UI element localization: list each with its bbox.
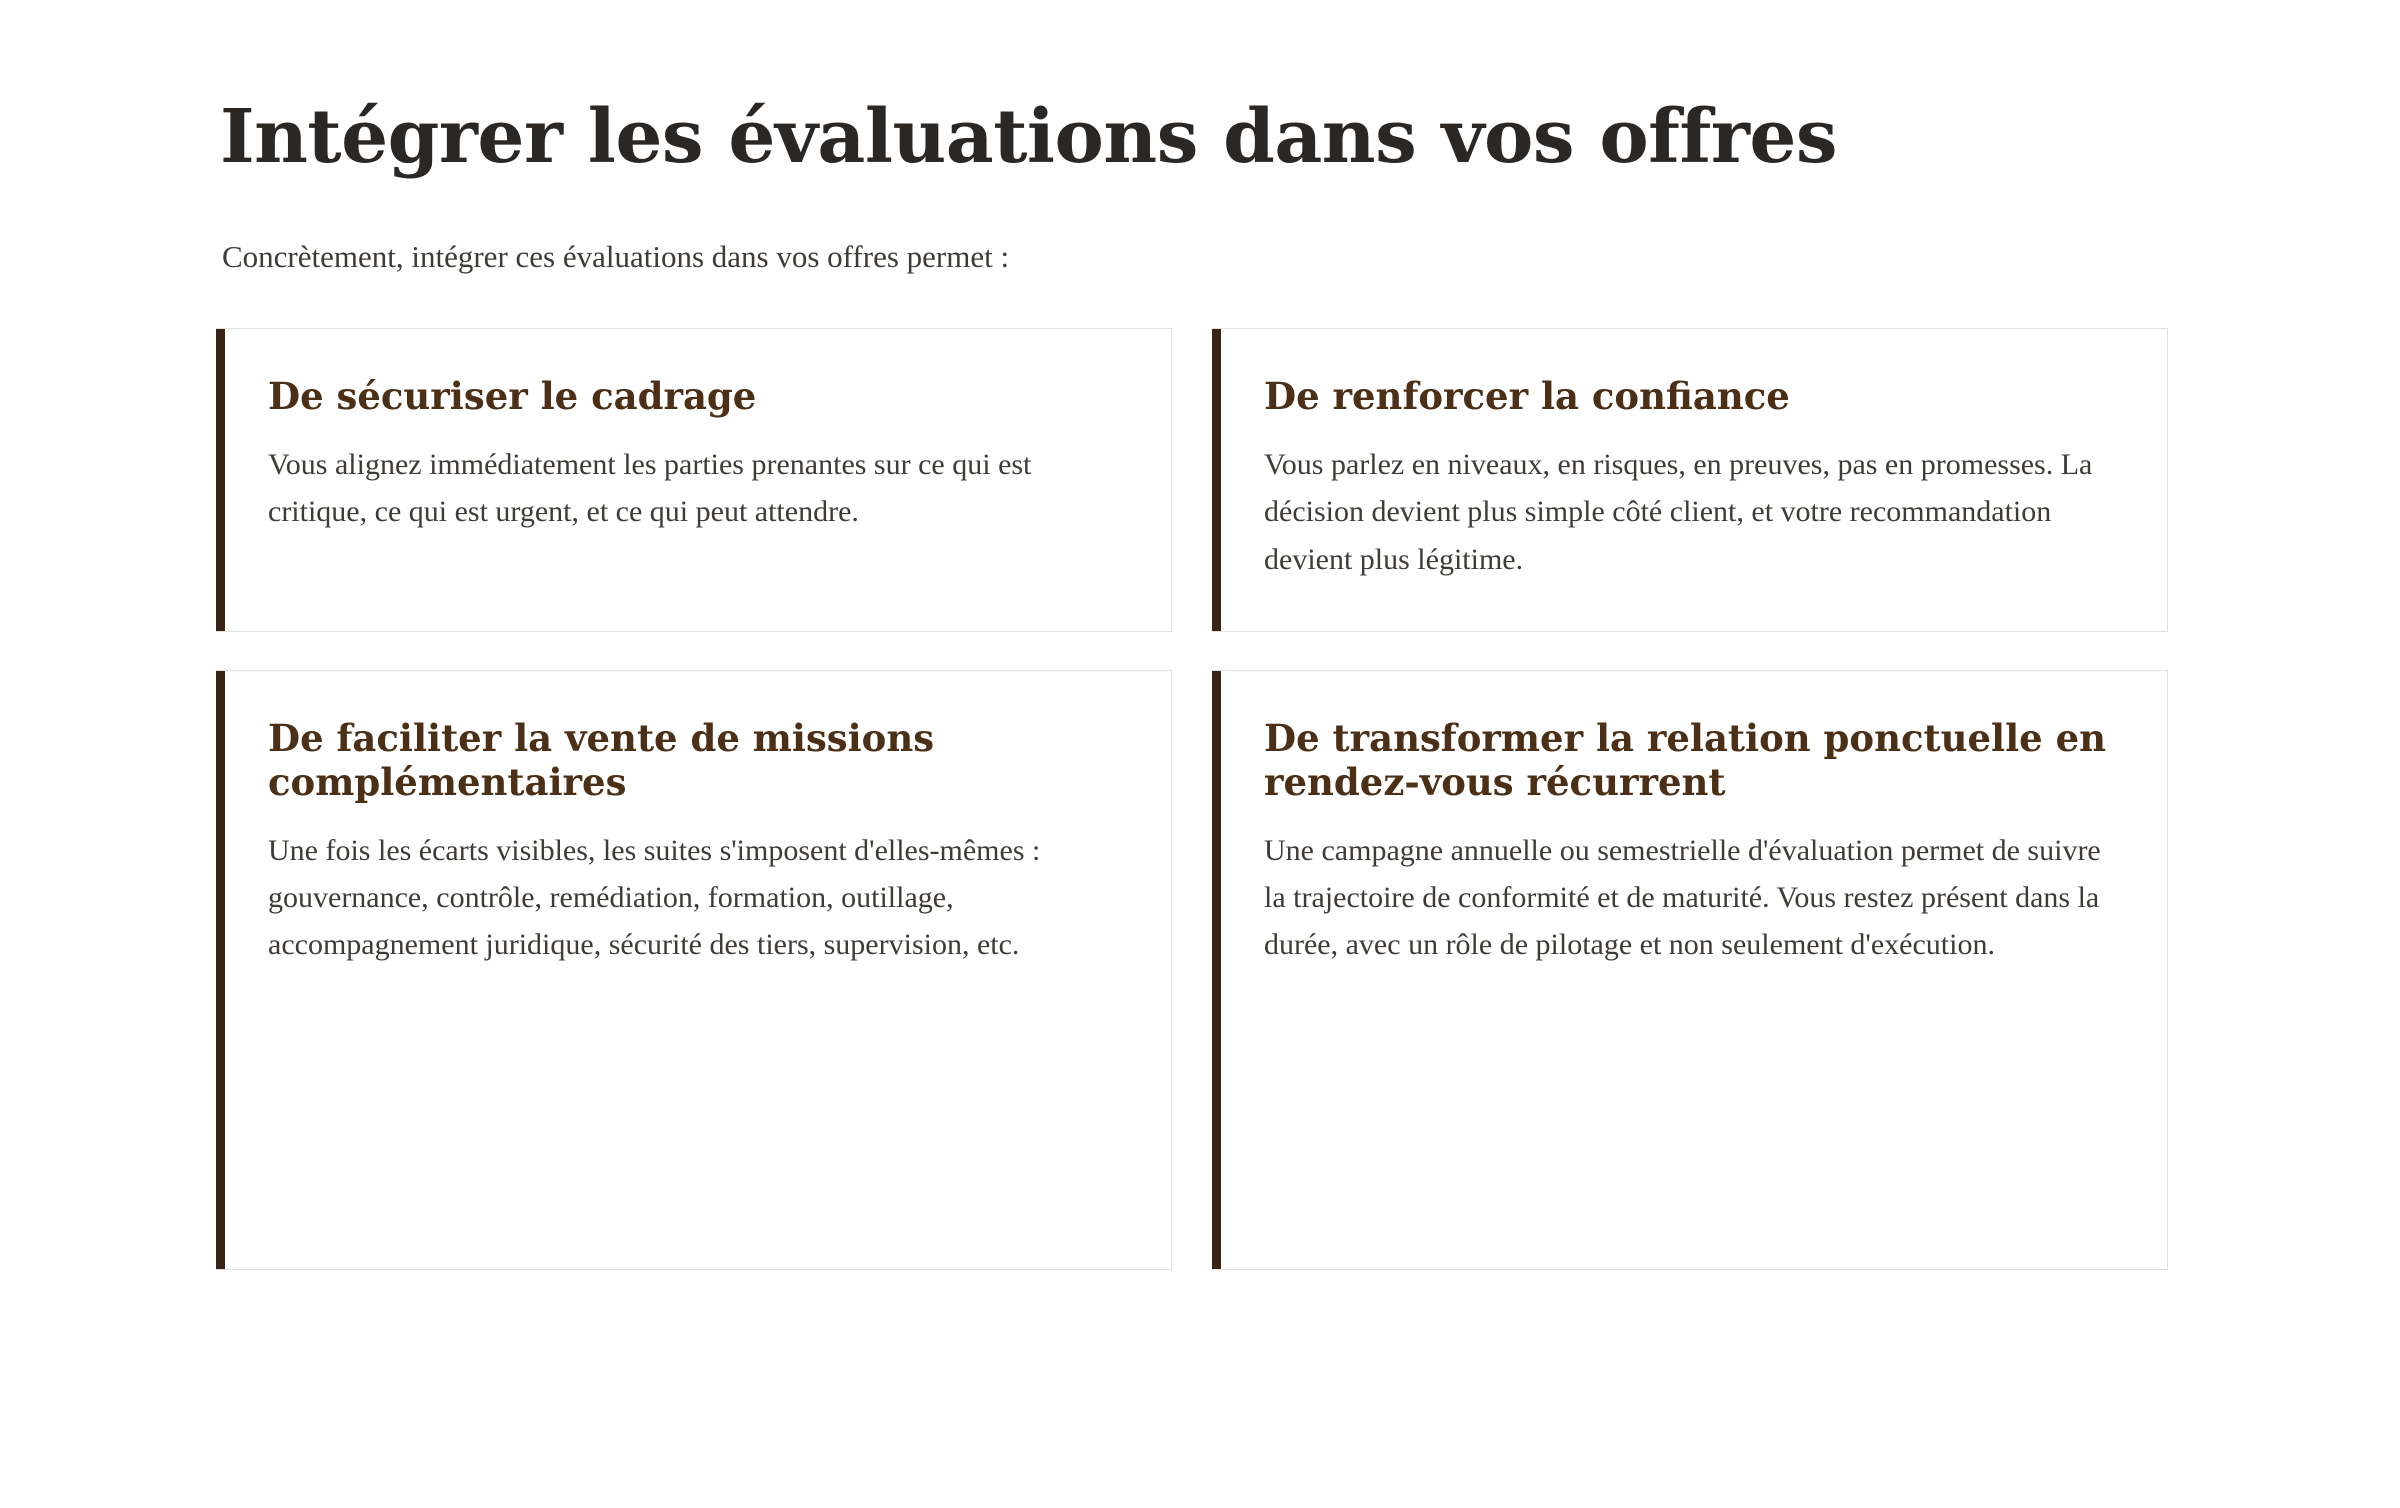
benefit-card [216,670,1172,1270]
benefit-card [216,328,1172,632]
benefit-card-body: Vous alignez immédiatement les parties prenantes sur ce qui est critique, ce qui est urgent, et ce qui peut attendre. [268,448,1032,529]
benefit-card-title: De renforcer la confiance [1264,374,1790,419]
benefit-card-body: Une fois les écarts visibles, les suites s'imposent d'elles-mêmes : gouvernance, contrôle, remédiation, formation, outillage, accompagnement juridique, sécurité des tiers, supervision, etc. [268,833,1041,962]
intro-paragraph: Concrètement, intégrer ces évaluations dans vos offres permet : [222,238,1010,274]
benefit-card [1212,328,2168,632]
page-title: Intégrer les évaluations dans vos offres [220,94,1838,180]
benefit-card-title: De transformer la relation ponctuelle en rendez-vous récurrent [1264,716,2107,804]
benefit-card-body: Vous parlez en niveaux, en risques, en preuves, pas en promesses. La décision devient plus simple côté client, et votre recommandation devient plus légitime. [1264,448,2093,576]
benefit-card [1212,670,2168,1270]
benefit-card-body: Une campagne annuelle ou semestrielle d'évaluation permet de suivre la trajectoire de conformité et de maturité. Vous restez présent dans la durée, avec un rôle de pilotage et non seulement d'exécution. [1264,833,2101,962]
benefit-card-title: De faciliter la vente de missions complémentaires [268,716,935,804]
benefits-card-grid [216,328,2168,1270]
benefit-card-title: De sécuriser le cadrage [268,374,757,419]
